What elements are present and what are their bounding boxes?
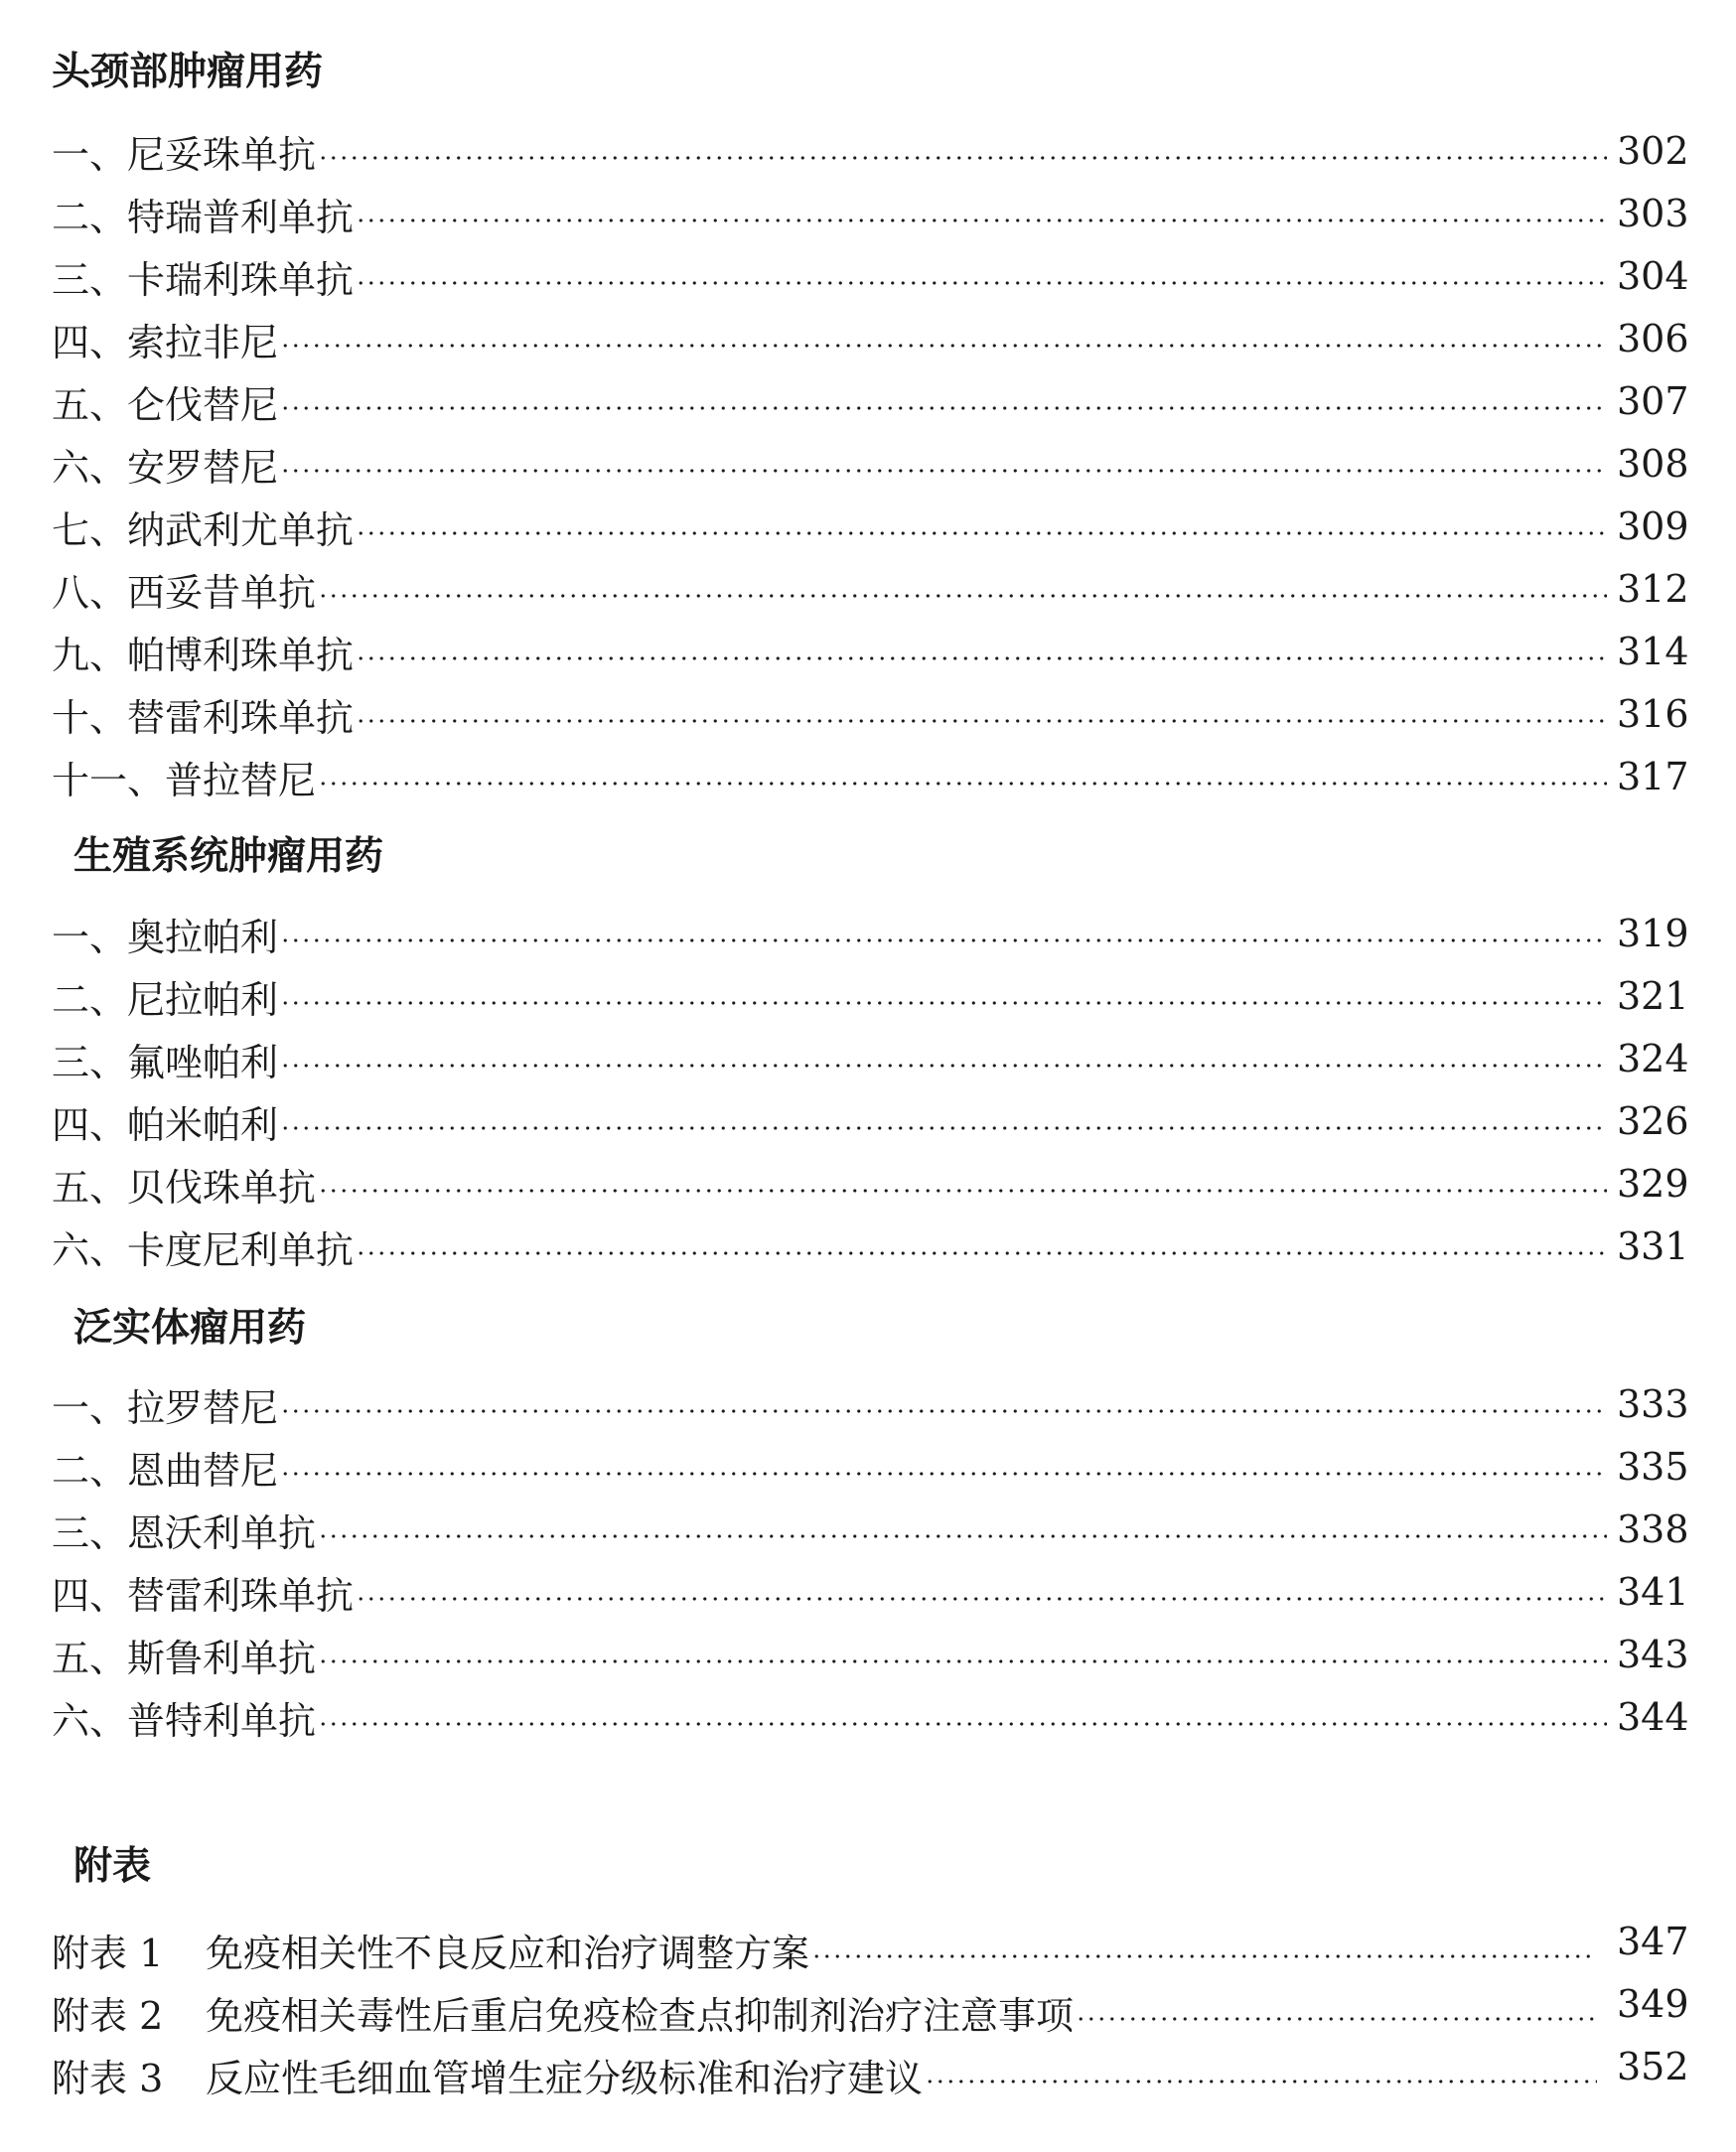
dot-leader — [318, 1189, 1607, 1193]
dot-leader — [280, 1472, 1607, 1476]
toc-entry[interactable] — [52, 971, 1689, 1022]
toc-entry-label: 二、特瑞普利单抗 — [52, 195, 355, 239]
toc-entry-page: 308 — [1617, 442, 1689, 486]
dot-leader — [318, 782, 1607, 786]
toc-entry-label: 十一、普拉替尼 — [52, 758, 317, 802]
appendix-entry-label: 附表 3 — [52, 2056, 164, 2100]
toc-entry[interactable] — [52, 1567, 1689, 1618]
dot-leader — [280, 938, 1607, 942]
toc-entry-label: 一、尼妥珠单抗 — [52, 132, 317, 177]
section-heading: 头颈部肿瘤用药 — [52, 50, 324, 94]
toc-entry[interactable] — [52, 752, 1689, 802]
appendix-entry-title: 反应性毛细血管增生症分级标准和治疗建议 — [206, 2056, 924, 2100]
dot-leader — [925, 2080, 1597, 2083]
appendix-heading: 附表 — [73, 1844, 152, 1889]
toc-entry-label: 八、西妥昔单抗 — [52, 570, 317, 615]
appendix-entry[interactable] — [52, 1982, 1689, 2038]
toc-entry[interactable] — [52, 439, 1689, 490]
dot-leader — [356, 719, 1607, 723]
toc-entry-label: 三、恩沃利单抗 — [52, 1510, 317, 1555]
toc-entry-page: 319 — [1617, 912, 1689, 955]
toc-entry-label: 六、普特利单抗 — [52, 1698, 317, 1743]
toc-entry[interactable] — [52, 909, 1689, 959]
toc-entry-label: 四、帕米帕利 — [52, 1102, 279, 1147]
toc-entry-label: 九、帕博利珠单抗 — [52, 633, 355, 677]
toc-entry-label: 一、拉罗替尼 — [52, 1385, 279, 1430]
toc-entry[interactable] — [52, 189, 1689, 239]
toc-entry-label: 一、奥拉帕利 — [52, 915, 279, 959]
toc-entry-page: 303 — [1617, 192, 1689, 235]
appendix-entry[interactable] — [52, 1920, 1689, 1975]
toc-entry-page: 314 — [1617, 630, 1689, 673]
dot-leader — [280, 344, 1607, 348]
dot-leader — [280, 469, 1607, 473]
toc-entry-page: 324 — [1617, 1037, 1689, 1080]
toc-entry[interactable] — [52, 376, 1689, 427]
toc-entry[interactable] — [52, 1159, 1689, 1210]
appendix-entry-page: 349 — [1617, 1982, 1689, 2026]
toc-entry-page: 309 — [1617, 504, 1689, 548]
toc-entry-page: 335 — [1617, 1445, 1689, 1489]
toc-entry[interactable] — [52, 627, 1689, 677]
toc-entry-label: 二、尼拉帕利 — [52, 977, 279, 1022]
appendix-entry-label: 附表 1 — [52, 1931, 164, 1975]
toc-entry[interactable] — [52, 126, 1689, 177]
toc-entry[interactable] — [52, 689, 1689, 740]
toc-entry[interactable] — [52, 564, 1689, 615]
toc-entry-page: 338 — [1617, 1507, 1689, 1551]
toc-entry-page: 306 — [1617, 317, 1689, 360]
toc-entry-page: 331 — [1617, 1224, 1689, 1268]
toc-entry-page: 343 — [1617, 1633, 1689, 1676]
appendix-entry-title: 免疫相关性不良反应和治疗调整方案 — [206, 1931, 810, 1975]
toc-entry-page: 326 — [1617, 1099, 1689, 1143]
toc-entry-page: 302 — [1617, 129, 1689, 173]
dot-leader — [280, 1001, 1607, 1005]
section-heading: 泛实体瘤用药 — [73, 1306, 307, 1351]
toc-entry[interactable] — [52, 251, 1689, 302]
appendix-entry-label: 附表 2 — [52, 1993, 164, 2038]
appendix-entry-title: 免疫相关毒性后重启免疫检查点抑制剂治疗注意事项 — [206, 1993, 1075, 2038]
dot-leader — [356, 1251, 1607, 1255]
dot-leader — [356, 218, 1607, 222]
dot-leader — [318, 1534, 1607, 1538]
toc-entry-label: 十、替雷利珠单抗 — [52, 695, 355, 740]
appendix-entry-page: 347 — [1617, 1920, 1689, 1963]
toc-entry-label: 六、安罗替尼 — [52, 445, 279, 490]
dot-leader — [356, 656, 1607, 660]
dot-leader — [811, 1954, 1597, 1958]
dot-leader — [318, 1659, 1607, 1663]
toc-entry-label: 二、恩曲替尼 — [52, 1448, 279, 1493]
toc-entry-label: 三、卡瑞利珠单抗 — [52, 257, 355, 302]
appendix-entry[interactable] — [52, 2045, 1689, 2100]
appendix-entry-page: 352 — [1617, 2045, 1689, 2088]
toc-entry-label: 七、纳武利尤单抗 — [52, 507, 355, 552]
toc-entry-label: 五、斯鲁利单抗 — [52, 1636, 317, 1680]
dot-leader — [356, 531, 1607, 535]
toc-entry-page: 333 — [1617, 1382, 1689, 1426]
toc-entry[interactable] — [52, 1034, 1689, 1084]
dot-leader — [318, 1722, 1607, 1726]
toc-entry-page: 307 — [1617, 379, 1689, 423]
toc-entry[interactable] — [52, 1221, 1689, 1272]
dot-leader — [356, 281, 1607, 285]
toc-entry[interactable] — [52, 1096, 1689, 1147]
dot-leader — [280, 1126, 1607, 1130]
dot-leader — [356, 1597, 1607, 1601]
toc-entry-page: 321 — [1617, 974, 1689, 1018]
dot-leader — [1076, 2017, 1597, 2021]
toc-entry[interactable] — [52, 1442, 1689, 1493]
dot-leader — [318, 156, 1607, 160]
toc-entry-label: 四、替雷利珠单抗 — [52, 1573, 355, 1618]
toc-entry[interactable] — [52, 314, 1689, 364]
toc-entry[interactable] — [52, 502, 1689, 552]
toc-entry-label: 三、氟唑帕利 — [52, 1040, 279, 1084]
section-heading: 生殖系统肿瘤用药 — [73, 834, 384, 879]
toc-entry-page: 304 — [1617, 254, 1689, 298]
toc-entry[interactable] — [52, 1630, 1689, 1680]
toc-entry-page: 317 — [1617, 755, 1689, 798]
toc-entry[interactable] — [52, 1505, 1689, 1555]
toc-entry-page: 341 — [1617, 1570, 1689, 1614]
toc-entry[interactable] — [52, 1379, 1689, 1430]
toc-entry-label: 五、仑伐替尼 — [52, 382, 279, 427]
dot-leader — [318, 594, 1607, 598]
toc-entry-page: 344 — [1617, 1695, 1689, 1739]
toc-entry-page: 316 — [1617, 692, 1689, 736]
dot-leader — [280, 1064, 1607, 1068]
toc-entry-label: 四、索拉非尼 — [52, 320, 279, 364]
toc-entry-page: 329 — [1617, 1162, 1689, 1206]
dot-leader — [280, 406, 1607, 410]
toc-entry-label: 六、卡度尼利单抗 — [52, 1227, 355, 1272]
toc-entry[interactable] — [52, 1692, 1689, 1743]
dot-leader — [280, 1409, 1607, 1413]
toc-entry-label: 五、贝伐珠单抗 — [52, 1165, 317, 1210]
toc-entry-page: 312 — [1617, 567, 1689, 611]
